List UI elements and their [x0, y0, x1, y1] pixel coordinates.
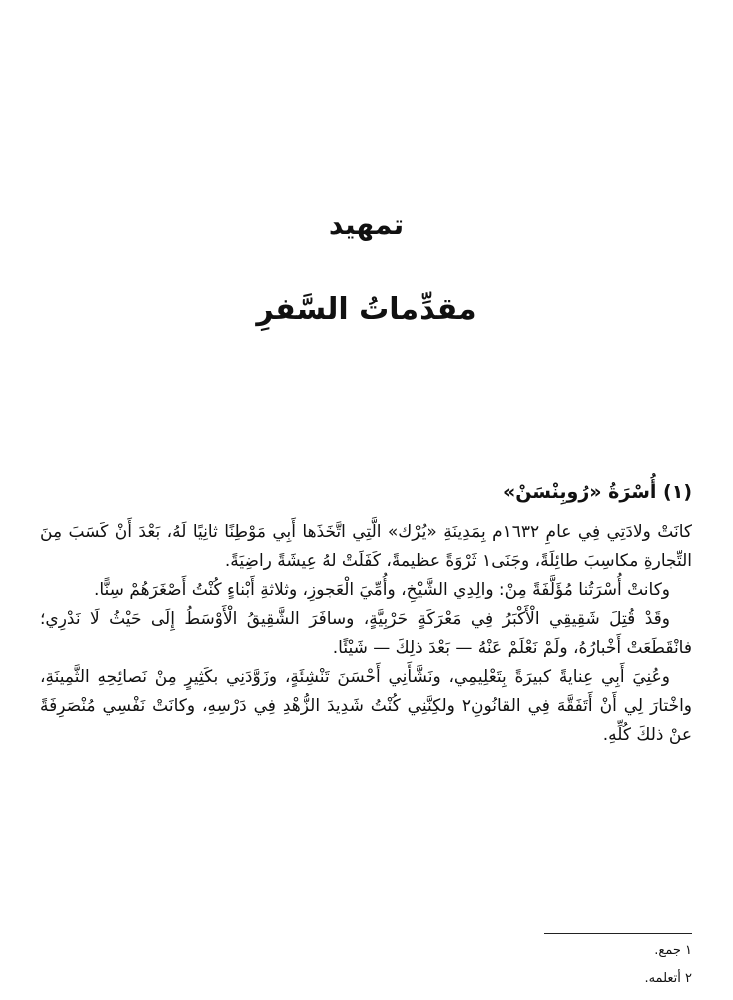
body-text: [40, 518, 692, 750]
paragraph: وعُنِيَ أَبِي عِنايةً كبيرَةً بِتَعْلِيمِي، ونَشَّأَنِي أَحْسَنَ تَنْشِئَةٍ، وزَوَّدَنِي بكَثِيرٍ مِنْ نَصائِحِهِ الثَّمِينَةِ، واخْتارَ لِي أَنْ أَتَفَقَّهَ فِي القانُونِ٢ ولكِنَّنِي كُنْتُ شَدِيدَ الزُّهْدِ فِي دَرْسِهِ، وكانَتْ نَفْسِي مُنْصَرِفَةً عنْ ذلكَ كُلِّهِ.: [40, 667, 693, 745]
paragraph: وكانتْ أُسْرَتُنا مُؤَلَّفَةً مِنْ: والِدِي الشَّيْخِ، وأُمِّيَ الْعَجوزِ، وثلاثةِ أَبْناءٍ كُنْتُ أَصْغَرَهُمْ سِنًّا.: [93, 580, 670, 600]
footnote-divider: [544, 933, 692, 934]
chapter-subtitle: مقدِّماتُ السَّفرِ: [256, 292, 477, 327]
paragraph: كانَتْ ولادَتِي فِي عامِ ١٦٣٢م بِمَدِينَةِ «يُرْك» الَّتِي اتَّخَذَها أَبِي مَوْطِنًا ثانِيًا لَهُ، بَعْدَ أَنْ كَسَبَ مِنَ التِّجارةِ مكاسِبَ طائِلَةً، وجَنَى١ ثَرْوَةً عظيمةً، كَفَلَتْ لهُ عِيشَةً راضِيَةً.: [40, 522, 692, 571]
footnote: ١ جمع.: [654, 943, 692, 958]
section-heading: (١) أُسْرَةُ «رُوبِنْسَنْ»: [502, 481, 692, 503]
paragraph: وقَدْ قُتِلَ شَقِيقِي الْأَكْبَرُ فِي مَعْرَكَةٍ حَرْبِيَّةٍ، وسافَرَ الشَّقِيقُ الْأَوْسَطُ إِلَى حَيْثُ لَا نَدْرِي؛ فانْقَطَعَتْ أَخْبارُهُ، ولَمْ نَعْلَمْ عَنْهُ — بَعْدَ ذلِكَ — شَيْئًا.: [40, 609, 692, 658]
footnotes: [392, 937, 692, 993]
chapter-title: تمهيد: [328, 208, 405, 241]
footnote: ٢ أتعلمه.: [644, 971, 692, 986]
